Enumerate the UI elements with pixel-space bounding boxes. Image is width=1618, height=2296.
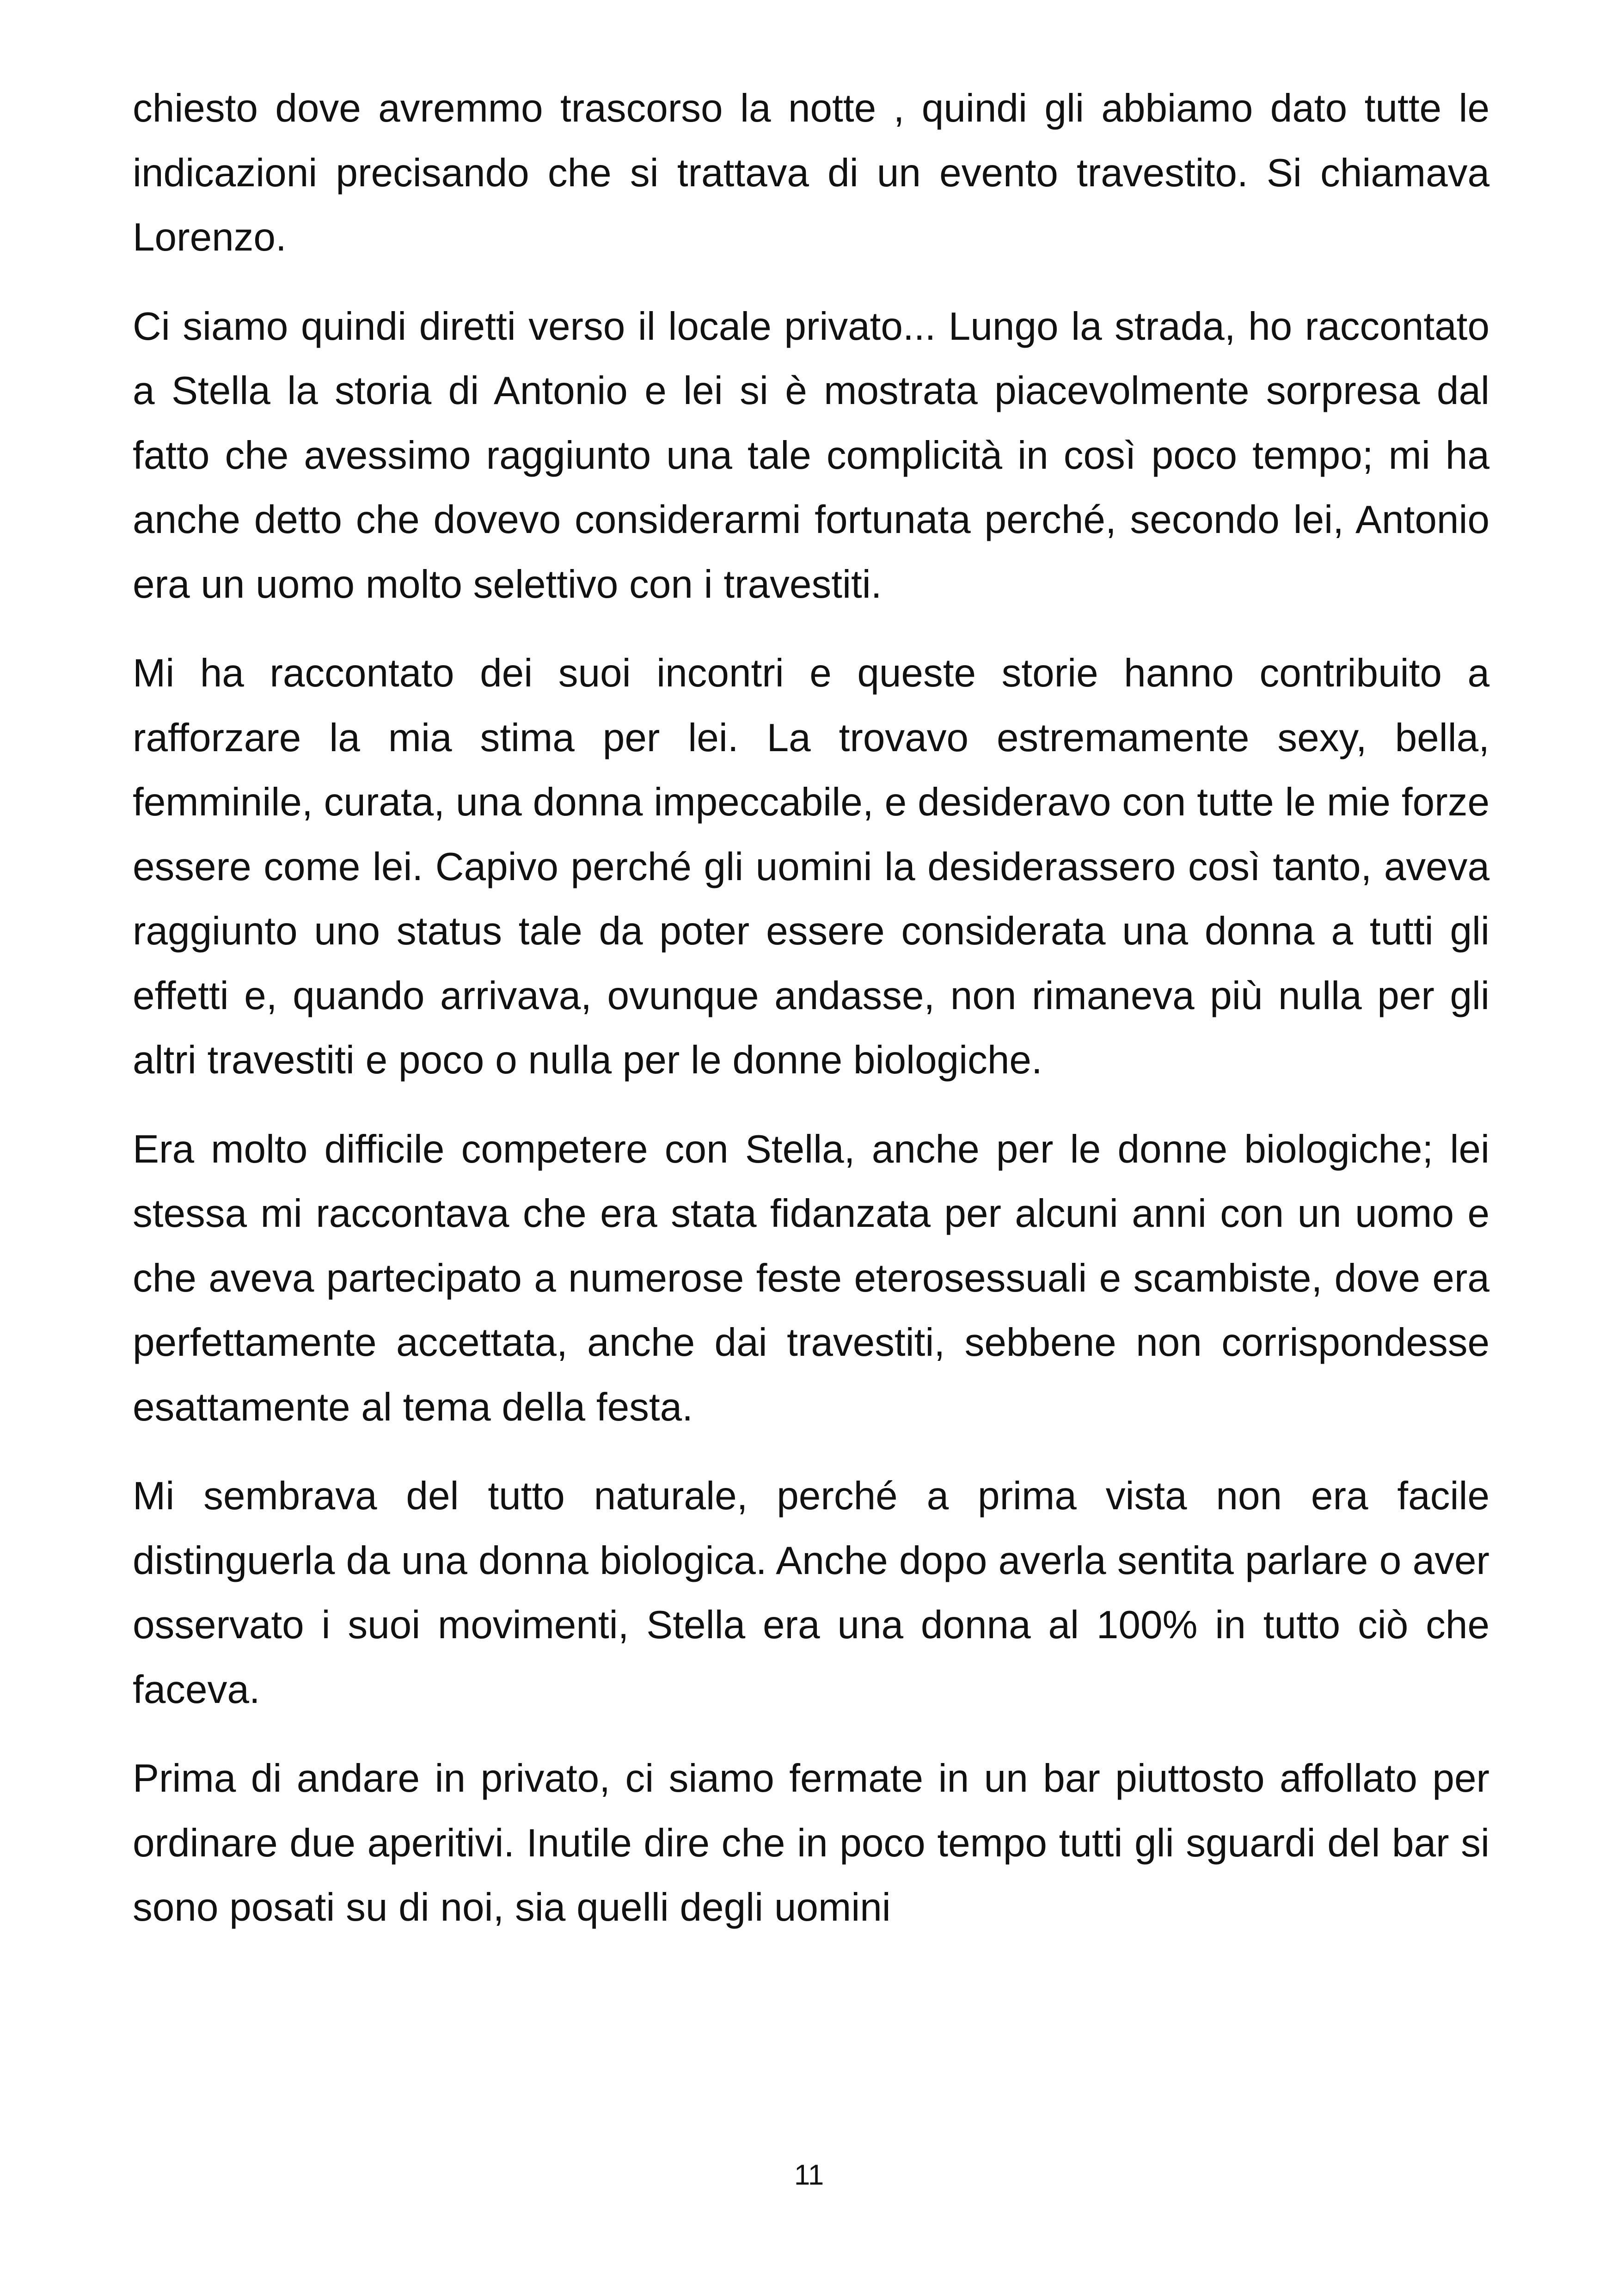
paragraph: Ci siamo quindi diretti verso il locale privato... Lungo la strada, ho raccontato a Stella la storia di Antonio e lei si è mostrata piacevolmente sorpresa dal fatto che avessimo raggiunto una tale complicità in così poco tempo; mi ha anche detto che dovevo considerarmi fortunata perché, secondo lei, Antonio era un uomo molto selettivo con i travestiti. (133, 304, 1489, 606)
body-text (133, 76, 1489, 1940)
paragraph: chiesto dove avremmo trascorso la notte , quindi gli abbiamo dato tutte le indicazioni precisando che si trattava di un evento travestito. Si chiamava Lorenzo. (133, 86, 1489, 259)
paragraph: Era molto difficile competere con Stella, anche per le donne biologiche; lei stessa mi raccontava che era stata fidanzata per alcuni anni con un uomo e che aveva partecipato a numerose feste eterosessuali e scambiste, dove era perfettamente accettata, anche dai travestiti, sebbene non corrispondesse esattamente al tema della festa. (133, 1127, 1489, 1429)
paragraph: Mi ha raccontato dei suoi incontri e queste storie hanno contribuito a rafforzare la mia stima per lei. La trovavo estremamente sexy, bella, femminile, curata, una donna impeccabile, e desideravo con tutte le mie forze essere come lei. Capivo perché gli uomini la desiderassero così tanto, aveva raggiunto uno status tale da poter essere considerata una donna a tutti gli effetti e, quando arrivava, ovunque andasse, non rimaneva più nulla per gli altri travestiti e poco o nulla per le donne biologiche. (133, 651, 1489, 1082)
paragraph: Prima di andare in privato, ci siamo fermate in un bar piuttosto affollato per ordinare due aperitivi. Inutile dire che in poco tempo tutti gli sguardi del bar si sono posati su di noi, sia quelli degli uomini (133, 1757, 1489, 1929)
paragraph: Mi sembrava del tutto naturale, perché a prima vista non era facile distinguerla da una donna biologica. Anche dopo averla sentita parlare o aver osservato i suoi movimenti, Stella era una donna al 100% in tutto ciò che faceva. (133, 1474, 1489, 1712)
page-number: 11 (794, 2159, 824, 2191)
